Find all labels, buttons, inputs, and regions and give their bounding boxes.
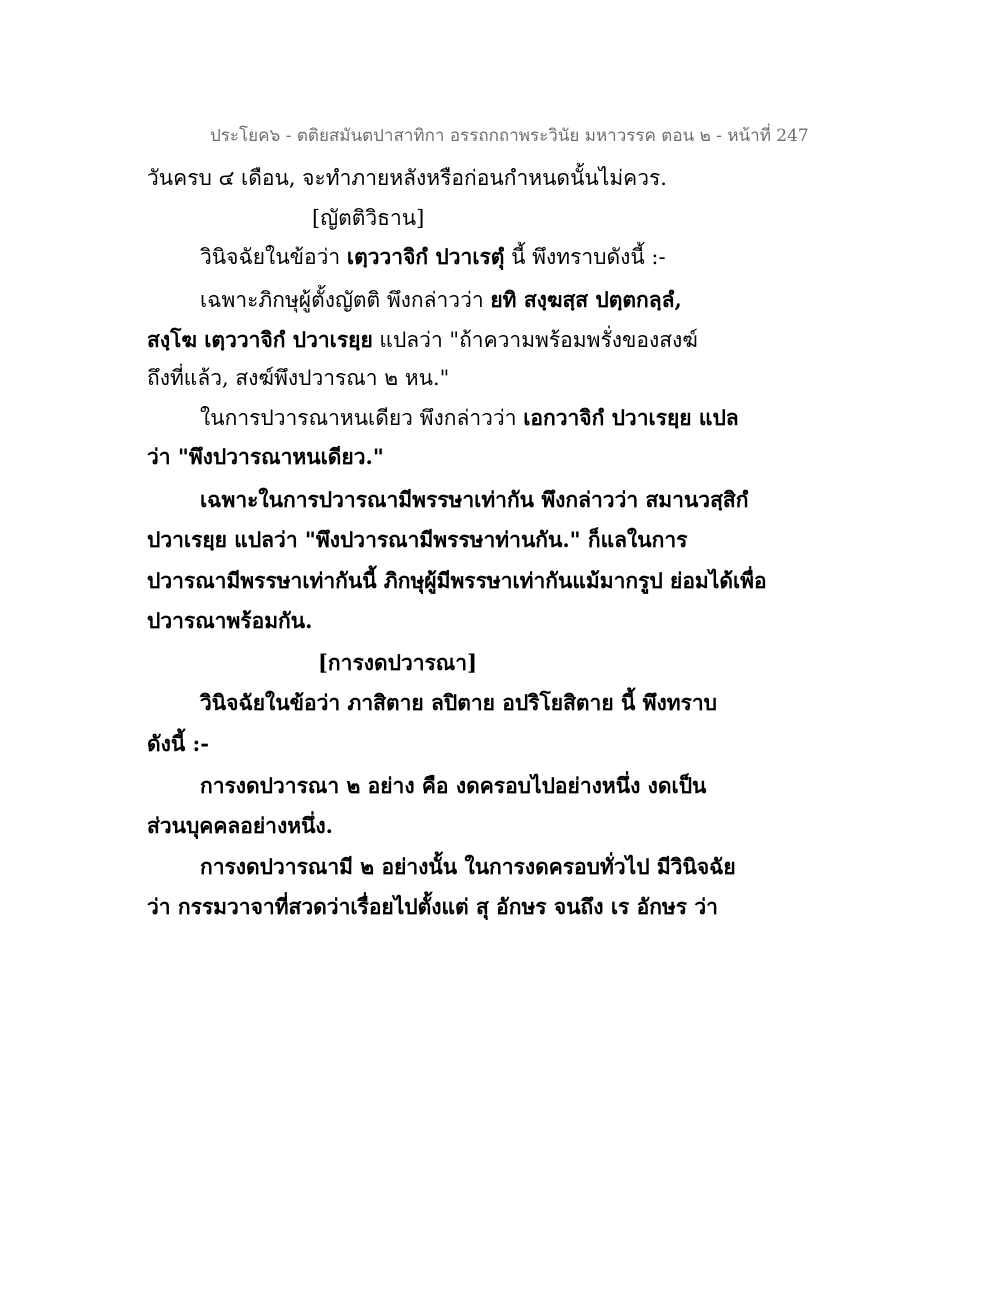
section-heading-1: [ญัตติวิธาน] — [312, 206, 425, 230]
text-line-2: วินิจฉัยในข้อว่า เตฺววาจิกํ ปวาเรตุํ นี้ พึงทราบดังนี้ :- — [200, 244, 666, 269]
text-line-4: สงฺโฆ เตฺววาจิกํ ปวาเรยฺย แปลว่า "ถ้าความพร้อมพรั่งของสงฆ์ — [147, 327, 698, 352]
text-line-6: ในการปวารณาหนเดียว พึงกล่าวว่า เอกวาจิกํ ปวาเรยฺย แปล — [200, 405, 739, 430]
text-line-1: วันครบ ๔ เดือน, จะทำภายหลังหรือก่อนกำหนดนั้นไม่ควร. — [147, 166, 667, 190]
text-line-5: ถึงที่แล้ว, สงฆ์พึงปวารณา ๒ หน." — [147, 366, 450, 390]
text-line-13: ดังนี้ :- — [147, 731, 210, 756]
section-heading-2: [การงดปวารณา] — [318, 650, 478, 675]
text-line-3: เฉพาะภิกษุผู้ตั้งญัตติ พึงกล่าวว่า ยทิ สงฺฆสฺส ปตฺตกลฺลํ, — [200, 287, 682, 312]
text-line-7: ว่า "พึงปวารณาหนเดียว." — [147, 444, 384, 469]
text-line-15: ส่วนบุคคลอย่างหนึ่ง. — [147, 813, 333, 838]
text-line-14: การงดปวารณา ๒ อย่าง คือ งดครอบไปอย่างหนึ่ง งดเป็น — [200, 773, 707, 798]
text-line-11: ปวารณาพร้อมกัน. — [147, 608, 313, 633]
text-line-12: วินิจฉัยในข้อว่า ภาสิตาย ลปิตาย อปริโยสิตาย นี้ พึงทราบ — [200, 690, 717, 715]
text-line-16: การงดปวารณามี ๒ อย่างนั้น ในการงดครอบทั่วไป มีวินิจฉัย — [200, 854, 736, 879]
text-line-17: ว่า กรรมวาจาที่สวดว่าเรื่อยไปตั้งแต่ สุ อักษร จนถึง เร อักษร ว่า — [147, 894, 718, 919]
text-line-9: ปวาเรยฺย แปลว่า "พึงปวารณามีพรรษาท่านกัน." ก็แลในการ — [147, 527, 688, 552]
text-line-8: เฉพาะในการปวารณามีพรรษาเท่ากัน พึงกล่าวว่า สมานวสฺสิกํ — [200, 487, 749, 512]
text-line-10: ปวารณามีพรรษาเท่ากันนี้ ภิกษุผู้มีพรรษาเท่ากันแม้มากรูป ย่อมได้เพื่อ — [147, 568, 767, 593]
page-header: ประโยค๖ - ตติยสมันตปาสาทิกา อรรถกถาพระวินัย มหาวรรค ตอน ๒ - หน้าที่ 247 — [210, 126, 809, 146]
